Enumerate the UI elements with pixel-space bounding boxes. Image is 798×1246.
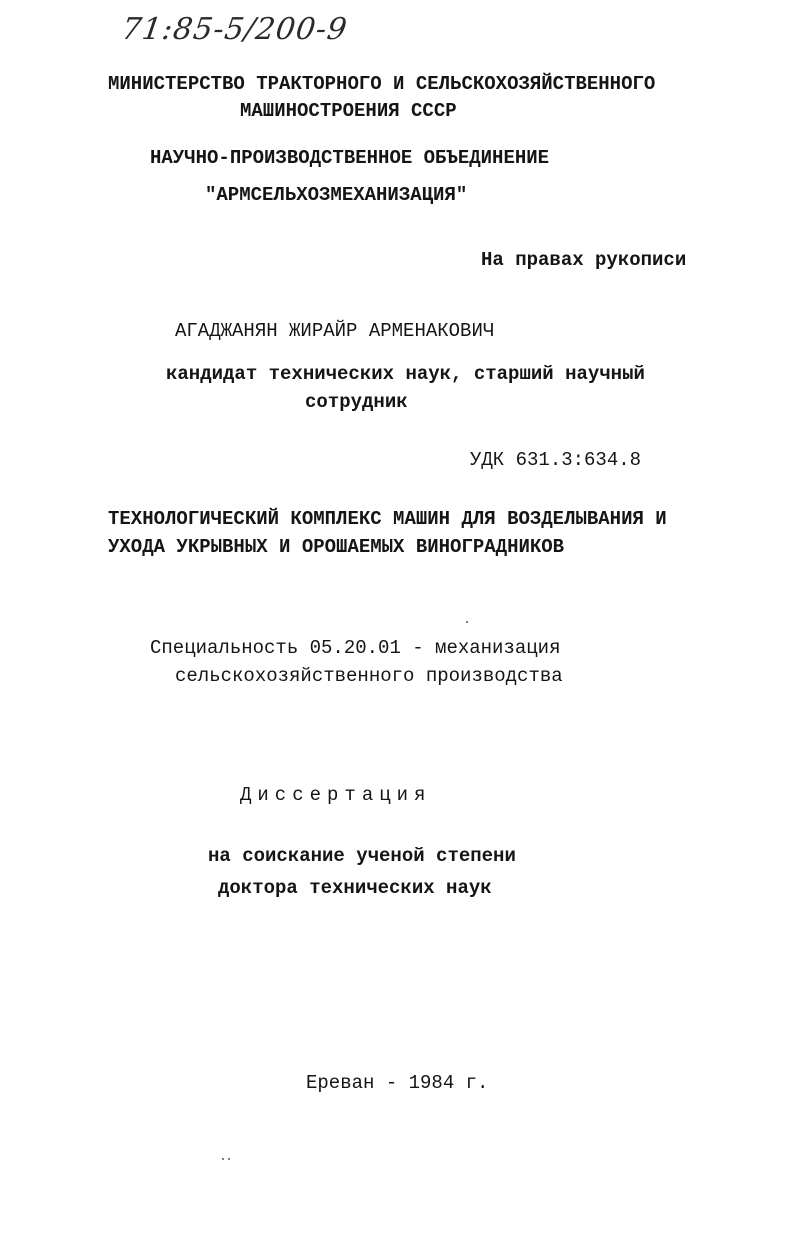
degree-purpose-line1: на соискание ученой степени — [208, 845, 516, 867]
ministry-name-line1: МИНИСТЕРСТВО ТРАКТОРНОГО И СЕЛЬСКОХОЗЯЙСТВЕННОГО — [108, 73, 656, 95]
ministry-name-line2: МАШИНОСТРОЕНИЯ СССР — [240, 100, 457, 122]
author-degree-line1: кандидат технических наук, старший научный — [166, 363, 645, 385]
place-and-year: Ереван - 1984 г. — [306, 1072, 489, 1094]
manuscript-rights-note: На правах рукописи — [481, 249, 687, 271]
author-degree-line2: сотрудник — [305, 391, 408, 413]
document-type: Диссертация — [240, 784, 432, 806]
specialty-line2: сельскохозяйственного производства — [175, 665, 563, 687]
author-name: АГАДЖАНЯН ЖИРАЙР АРМЕНАКОВИЧ — [175, 320, 495, 342]
scan-speck — [228, 1158, 230, 1160]
dissertation-title-line1: ТЕХНОЛОГИЧЕСКИЙ КОМПЛЕКС МАШИН ДЛЯ ВОЗДЕЛЫВАНИЯ И — [108, 508, 667, 530]
udc-code: УДК 631.3:634.8 — [470, 449, 642, 471]
archive-handwritten-note: 71:85-5/200-9 — [119, 12, 350, 47]
scan-speck — [466, 621, 468, 623]
degree-purpose-line2: доктора технических наук — [218, 877, 492, 899]
organization-name-line1: НАУЧНО-ПРОИЗВОДСТВЕННОЕ ОБЪЕДИНЕНИЕ — [150, 147, 550, 169]
scan-speck — [222, 1158, 224, 1160]
dissertation-title-line2: УХОДА УКРЫВНЫХ И ОРОШАЕМЫХ ВИНОГРАДНИКОВ — [108, 536, 565, 558]
organization-name-line2: "АРМСЕЛЬХОЗМЕХАНИЗАЦИЯ" — [205, 184, 468, 206]
specialty-line1: Специальность 05.20.01 - механизация — [150, 637, 561, 659]
